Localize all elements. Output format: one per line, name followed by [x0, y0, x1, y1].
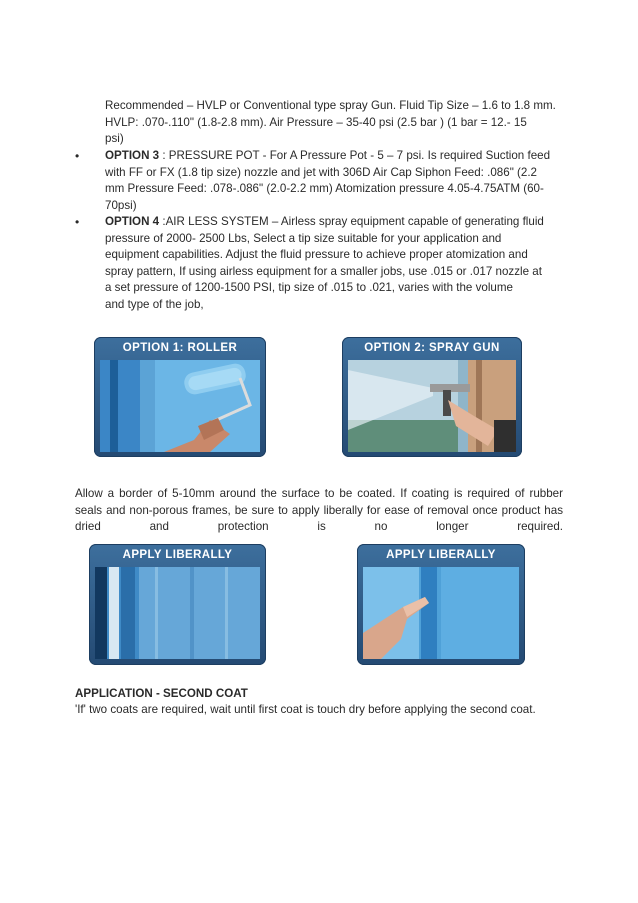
bullet-option-3 [75, 148, 575, 214]
bullet-line: :AIR LESS SYSTEM – Airless spray equipment capable of generating fluid [159, 215, 544, 228]
photo-caption: APPLY LIBERALLY [122, 549, 233, 561]
roller-photo [94, 337, 266, 457]
border-line: Allow a border of 5-10mm around the surface to be coated. If coating is required of rubber [75, 487, 563, 500]
spray-gun-illustration [348, 360, 516, 452]
border-line: dried and protection is no longer required. [75, 520, 563, 534]
second-coat-text: 'If' two coats are required, wait until first coat is touch dry before applying the second coat. [75, 703, 536, 716]
bullet-line: pressure of 2000- 2500 Lbs, Select a tip size suitable for your application and [105, 231, 502, 245]
section-heading: APPLICATION - SECOND COAT [75, 687, 248, 700]
finger-pointing-illustration [363, 567, 519, 659]
bullet-option-4 [75, 214, 575, 314]
apply-liberally-photo-2 [357, 544, 525, 665]
intro-line: HVLP: .070-.110" (1.8-2.8 mm). Air Pressure – 35-40 psi (2.5 bar ) (1 bar = 12.- 15 [105, 115, 527, 129]
photo-caption: OPTION 2: SPRAY GUN [364, 342, 500, 354]
intro-line: psi) [105, 132, 124, 146]
border-instructions [75, 486, 563, 536]
bullet-dot: • [75, 215, 80, 229]
intro-paragraph [105, 98, 575, 148]
spray-gun-photo [342, 337, 522, 457]
bullet-line: spray pattern, If using airless equipment for a smaller jobs, use .015 or .017 nozzle at [105, 264, 542, 278]
bullet-line: 70psi) [105, 198, 137, 212]
border-line: seals and non-porous frames, be sure to apply liberally for ease of removal once product has [75, 503, 563, 517]
bullet-line: a set pressure of 1200-1500 PSI, tip size of .015 to .021, varies with the volume [105, 281, 513, 295]
apply-liberally-photo-1 [89, 544, 266, 665]
bullet-dot: • [75, 149, 80, 163]
intro-line: Recommended – HVLP or Conventional type spray Gun. Fluid Tip Size – 1.6 to 1.8 mm. [105, 99, 556, 112]
photo-caption: OPTION 1: ROLLER [122, 342, 238, 354]
option-label: OPTION 3 [105, 149, 160, 162]
bullet-line: equipment capabilities. Adjust the fluid pressure to achieve proper atomization and [105, 248, 528, 262]
option-label: OPTION 4 [105, 215, 160, 228]
photo-caption: APPLY LIBERALLY [386, 549, 496, 561]
bullet-line: with FF or FX (1.8 tip size) nozzle and jet with 306D Air Cap Siphon Feed: .086" (2.2 [105, 165, 538, 179]
bullet-line: mm Pressure Feed: .078-.086" (2.0-2.2 mm) Atomization pressure 4.05-4.75ATM (60- [105, 182, 544, 196]
bullet-line: : PRESSURE POT - For A Pressure Pot - 5 – 7 psi. Is required Suction feed [159, 149, 551, 162]
bullet-line: and type of the job, [105, 297, 204, 311]
wall-texture-illustration [95, 567, 260, 659]
roller-illustration [100, 360, 260, 452]
